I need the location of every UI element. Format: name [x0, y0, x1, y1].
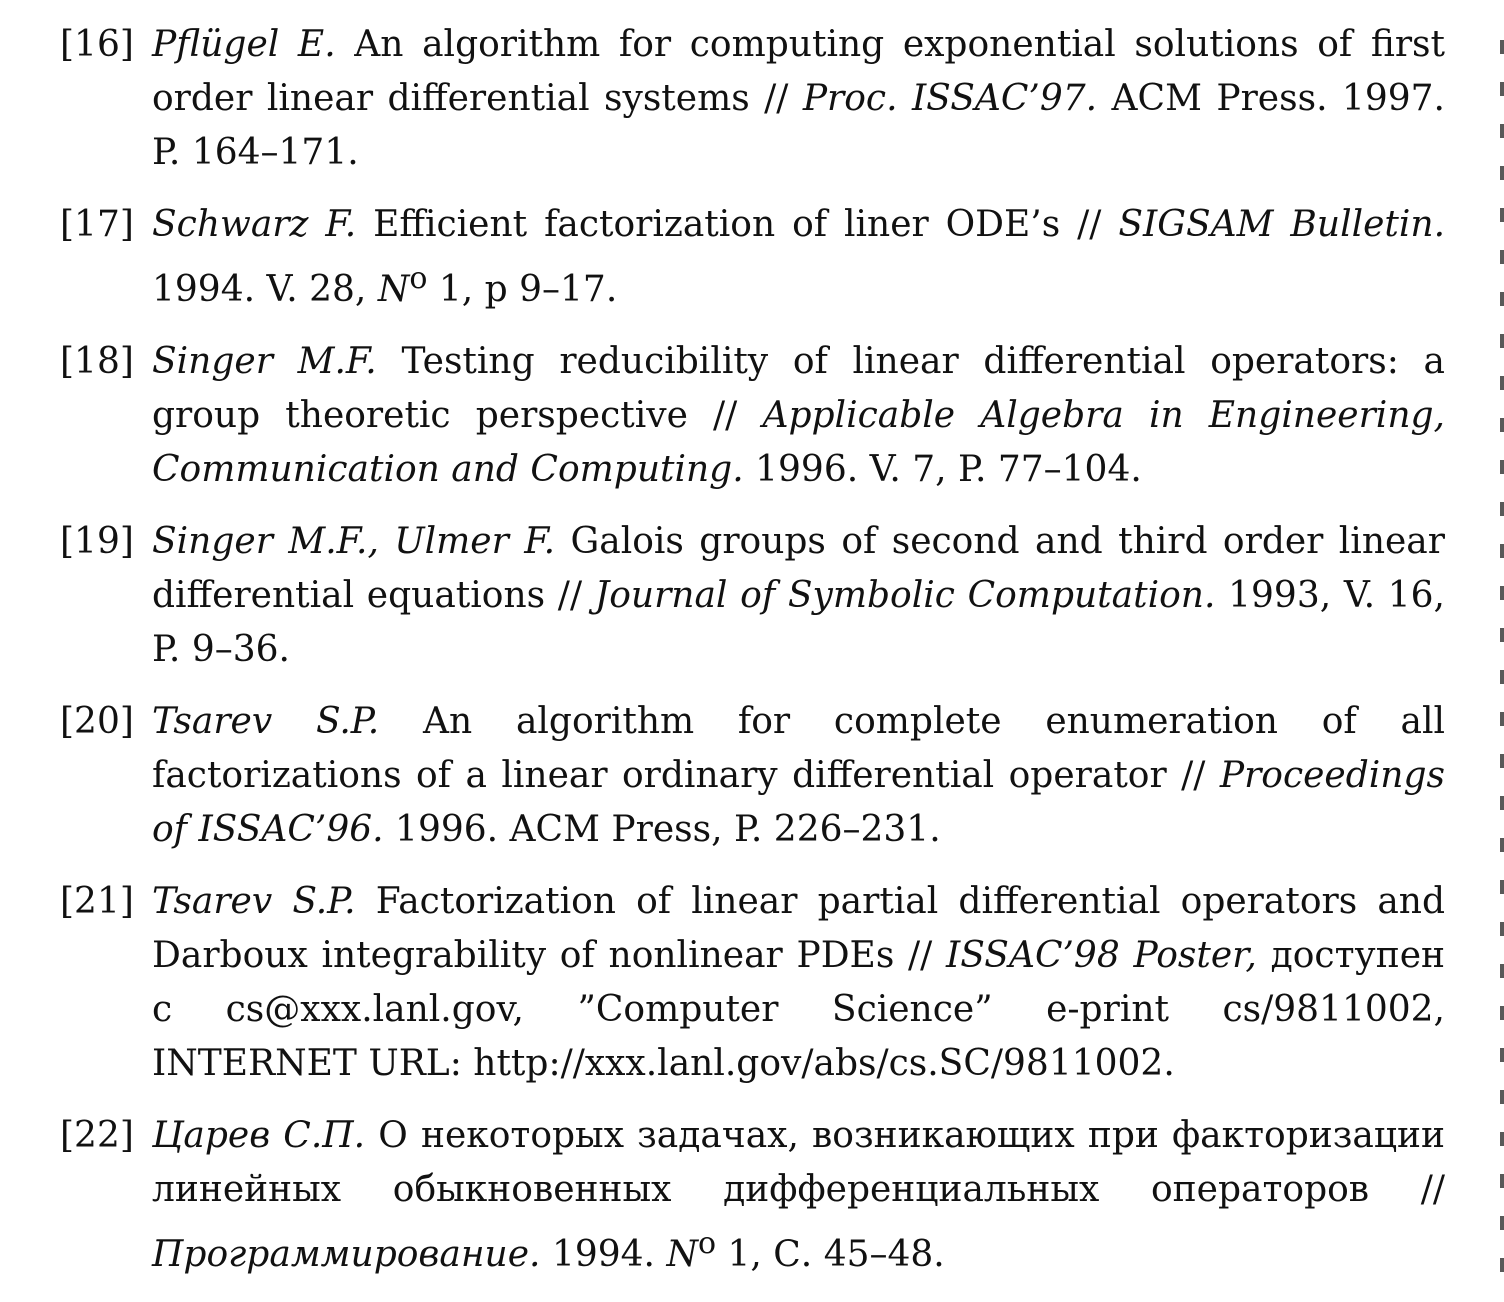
- reference-source: Applicable Algebra in Engineering, Communication and Computing.: [152, 395, 1445, 490]
- reference-item: [60, 198, 1445, 317]
- reference-text: [152, 521, 1445, 670]
- reference-details: 1994.: [551, 1234, 655, 1275]
- reference-source: Proceedings of ISSAC’96.: [152, 755, 1445, 850]
- issue-number-mark: N: [666, 1234, 698, 1275]
- reference-source: SIGSAM Bulletin.: [1118, 204, 1446, 245]
- reference-authors: Tsarev S.P.: [152, 701, 380, 742]
- reference-title: Efficient factorization of liner ODE’s //: [373, 204, 1102, 245]
- reference-number: [22]: [60, 1115, 134, 1156]
- reference-item: [60, 515, 1445, 677]
- reference-details: доступен с cs@xxx.lanl.gov, ”Computer Science” e-print cs/9811002, INTERNET URL: http://xxx.lanl.gov/abs/cs.SC/9811002.: [152, 935, 1445, 1084]
- reference-details: 1996. ACM Press, P. 226–231.: [395, 809, 941, 850]
- reference-item: [60, 875, 1445, 1091]
- reference-text: [152, 341, 1445, 490]
- reference-number: [20]: [60, 701, 134, 742]
- reference-source: Программирование.: [152, 1234, 541, 1275]
- reference-number: [16]: [60, 24, 134, 65]
- reference-authors: Singer M.F.: [152, 341, 377, 382]
- reference-details: 1994. V. 28,: [152, 269, 367, 310]
- reference-details: 1996. V. 7, P. 77–104.: [755, 449, 1142, 490]
- reference-authors: Singer M.F., Ulmer F.: [152, 521, 556, 562]
- reference-item: [60, 335, 1445, 497]
- reference-list: [60, 18, 1445, 1300]
- reference-text: [152, 701, 1445, 850]
- reference-details-continued: 1, С. 45–48.: [727, 1234, 945, 1275]
- reference-details: ACM Press. 1997. P. 164–171.: [152, 78, 1445, 173]
- reference-item: [60, 18, 1445, 180]
- reference-authors: Schwarz F.: [152, 204, 357, 245]
- issue-number-superscript: o: [697, 1226, 717, 1261]
- reference-details-continued: 1, p 9–17.: [438, 269, 618, 310]
- reference-text: [152, 881, 1445, 1084]
- reference-source: ISSAC’98 Poster,: [946, 935, 1257, 976]
- reference-source: Journal of Symbolic Computation.: [594, 575, 1216, 616]
- reference-authors: Tsarev S.P.: [152, 881, 356, 922]
- scan-edge-marks: [1500, 40, 1504, 1290]
- reference-text: [152, 204, 1445, 310]
- reference-title: Testing reducibility of linear differential operators: a group theoretic perspective //: [152, 341, 1445, 436]
- reference-authors: Царев С.П.: [152, 1115, 366, 1156]
- reference-text: [152, 24, 1445, 173]
- reference-title: Galois groups of second and third order linear differential equations //: [152, 521, 1445, 616]
- reference-authors: Pflügel E.: [152, 24, 336, 65]
- issue-number-mark: N: [377, 269, 410, 310]
- reference-title: О некоторых задачах, возникающих при факторизации линейных обыкновенных дифференциальных операторов //: [152, 1115, 1446, 1210]
- reference-title: Factorization of linear partial differential operators and Darboux integrability of nonlinear PDEs //: [152, 881, 1446, 976]
- reference-item: [60, 695, 1445, 857]
- reference-number: [17]: [60, 204, 134, 245]
- reference-title: An algorithm for computing exponential solutions of first order linear differential systems //: [152, 24, 1445, 119]
- reference-number: [19]: [60, 521, 134, 562]
- reference-number: [21]: [60, 881, 134, 922]
- reference-number: [18]: [60, 341, 134, 382]
- reference-details: 1993, V. 16, P. 9–36.: [152, 575, 1445, 670]
- reference-text: [152, 1115, 1445, 1275]
- reference-source: Proc. ISSAC’97.: [802, 78, 1098, 119]
- reference-title: An algorithm for complete enumeration of all factorizations of a linear ordinary differential operator //: [152, 701, 1446, 796]
- issue-number-superscript: o: [409, 261, 428, 296]
- reference-item: [60, 1109, 1445, 1282]
